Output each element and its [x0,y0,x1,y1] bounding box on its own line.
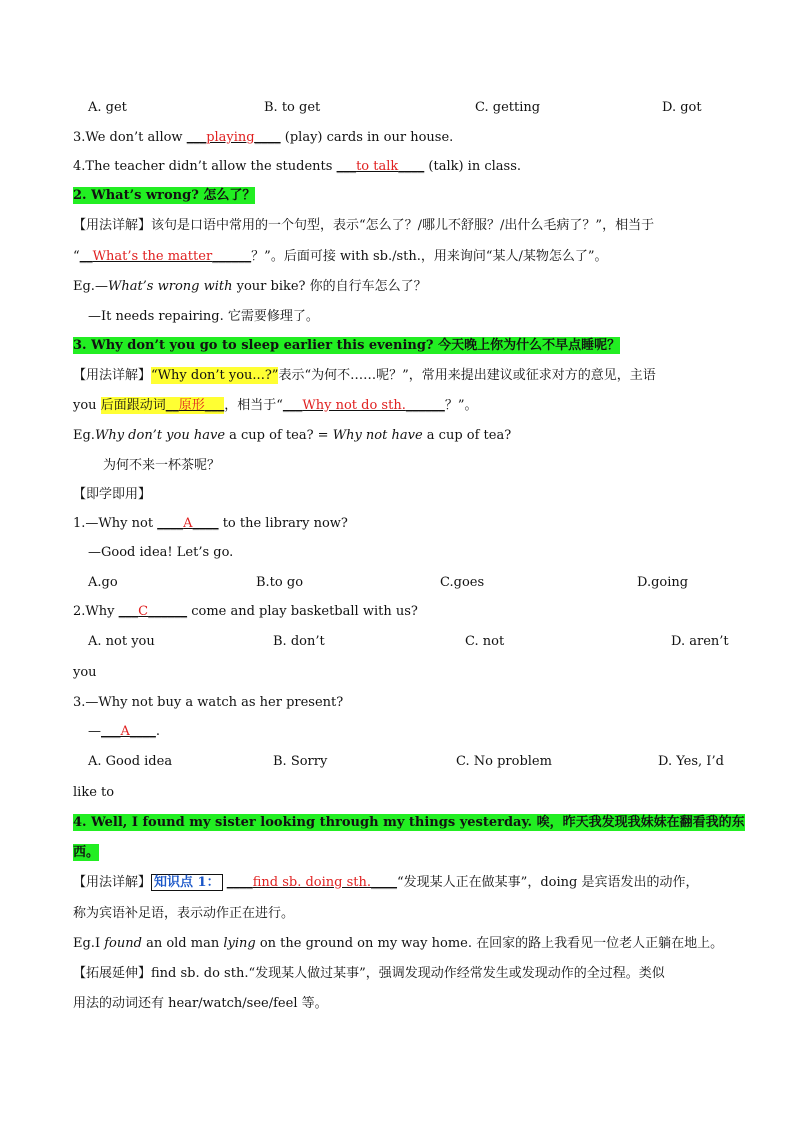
answer: playing [206,130,255,145]
option-c: C. No problem [456,754,552,769]
practice-question-1-reply: —Good idea! Let’s go. [88,545,234,560]
practice-question-1: 1.—Why not ____A____ to the library now? [73,516,348,531]
section-4-extension: 【拓展延伸】find sb. do sth.“发现某人做过某事”，强调发现动作经常发生或发现动作的全过程。类似 [73,966,665,981]
section-4-detail-line2: 称为宾语补足语，表示动作正在进行。 [73,906,295,921]
section-3-example-translation: 为何不来一杯茶呢？ [103,458,221,473]
section-2-detail: 【用法详解】该句是口语中常用的一个句型，表示“怎么了？/哪儿不舒服？/出什么毛病了？”，相当于 [73,218,655,233]
answer: What’s the matter [92,249,213,264]
section-2-detail-line2: “__What’s the matter______？”。后面可接 with sb./sth.，用来询问“某人/某物怎么了”。 [73,249,608,264]
option-c: C. not [465,634,505,649]
section-3-detail: 【用法详解】“Why don’t you...?”表示“为何不……呢？”，常用来提出建议或征求对方的意见，主语 [73,368,656,383]
answer: to talk [356,159,399,174]
option-a: A.go [88,575,118,590]
option-b: B. to get [264,100,321,115]
question-3: 3.We don’t allow ___playing____ (play) cards in our house. [73,130,454,145]
section-2-example: Eg.—What’s wrong with your bike? 你的自行车怎么了？ [73,279,427,294]
section-4-detail: 【用法详解】 知识点 1： ____find sb. doing sth.____“发现某人正在做某事”，doing 是宾语发出的动作， [73,875,699,890]
question-4: 4.The teacher didn’t allow the students ___to talk____ (talk) in class. [73,159,522,174]
practice-question-3: 3.—Why not buy a watch as her present? [73,695,344,710]
answer: find sb. doing sth. [252,875,372,890]
answer: A [120,724,130,739]
section-3-example: Eg.Why don’t you have a cup of tea? = Why not have a cup of tea? [73,428,512,443]
option-b: B.to go [256,575,304,590]
section-3-detail-line2: you 后面跟动词__原形___，相当于“___Why not do sth.______？”。 [73,398,478,413]
section-3-title: 3. Why don’t you go to sleep earlier this evening? 今天晚上你为什么不早点睡呢？ [73,338,621,353]
practice-question-2: 2.Why ___C______ come and play basketball with us? [73,604,418,619]
option-a: A. Good idea [88,754,173,769]
practice-3-option-wrap: like to [73,785,115,800]
option-b: B. don’t [273,634,325,649]
section-4-example: Eg.I found an old man lying on the ground on my way home. 在回家的路上我看见一位老人正躺在地上。 [73,936,724,951]
option-d: D. aren’t [671,634,729,649]
section-4-title-line2: 西。 [73,845,100,860]
answer: 原形 [178,398,205,413]
option-d: D.going [637,575,689,590]
section-2-example-reply: —It needs repairing. 它需要修理了。 [88,309,319,324]
section-4-extension-line2: 用法的动词还有 hear/watch/see/feel 等。 [73,996,328,1011]
answer: A [183,516,193,531]
answer: Why not do sth. [302,398,406,413]
practice-question-3-reply: —___A____. [88,724,161,739]
section-2-title: 2. What’s wrong? 怎么了？ [73,188,256,203]
option-a: A. get [88,100,127,115]
option-b: B. Sorry [273,754,328,769]
practice-heading: 【即学即用】 [73,487,152,502]
section-4-title: 4. Well, I found my sister looking through my things yesterday. 唉，昨天我发现我妹妹在翻看我的东 [73,815,745,830]
answer: C [138,604,149,619]
knowledge-point-box: 知识点 1： [151,874,223,891]
practice-2-option-wrap: you [73,665,97,680]
option-c: C. getting [475,100,541,115]
option-c: C.goes [440,575,485,590]
option-d: D. Yes, I’d [658,754,724,769]
option-a: A. not you [88,634,155,649]
option-d: D. got [662,100,702,115]
